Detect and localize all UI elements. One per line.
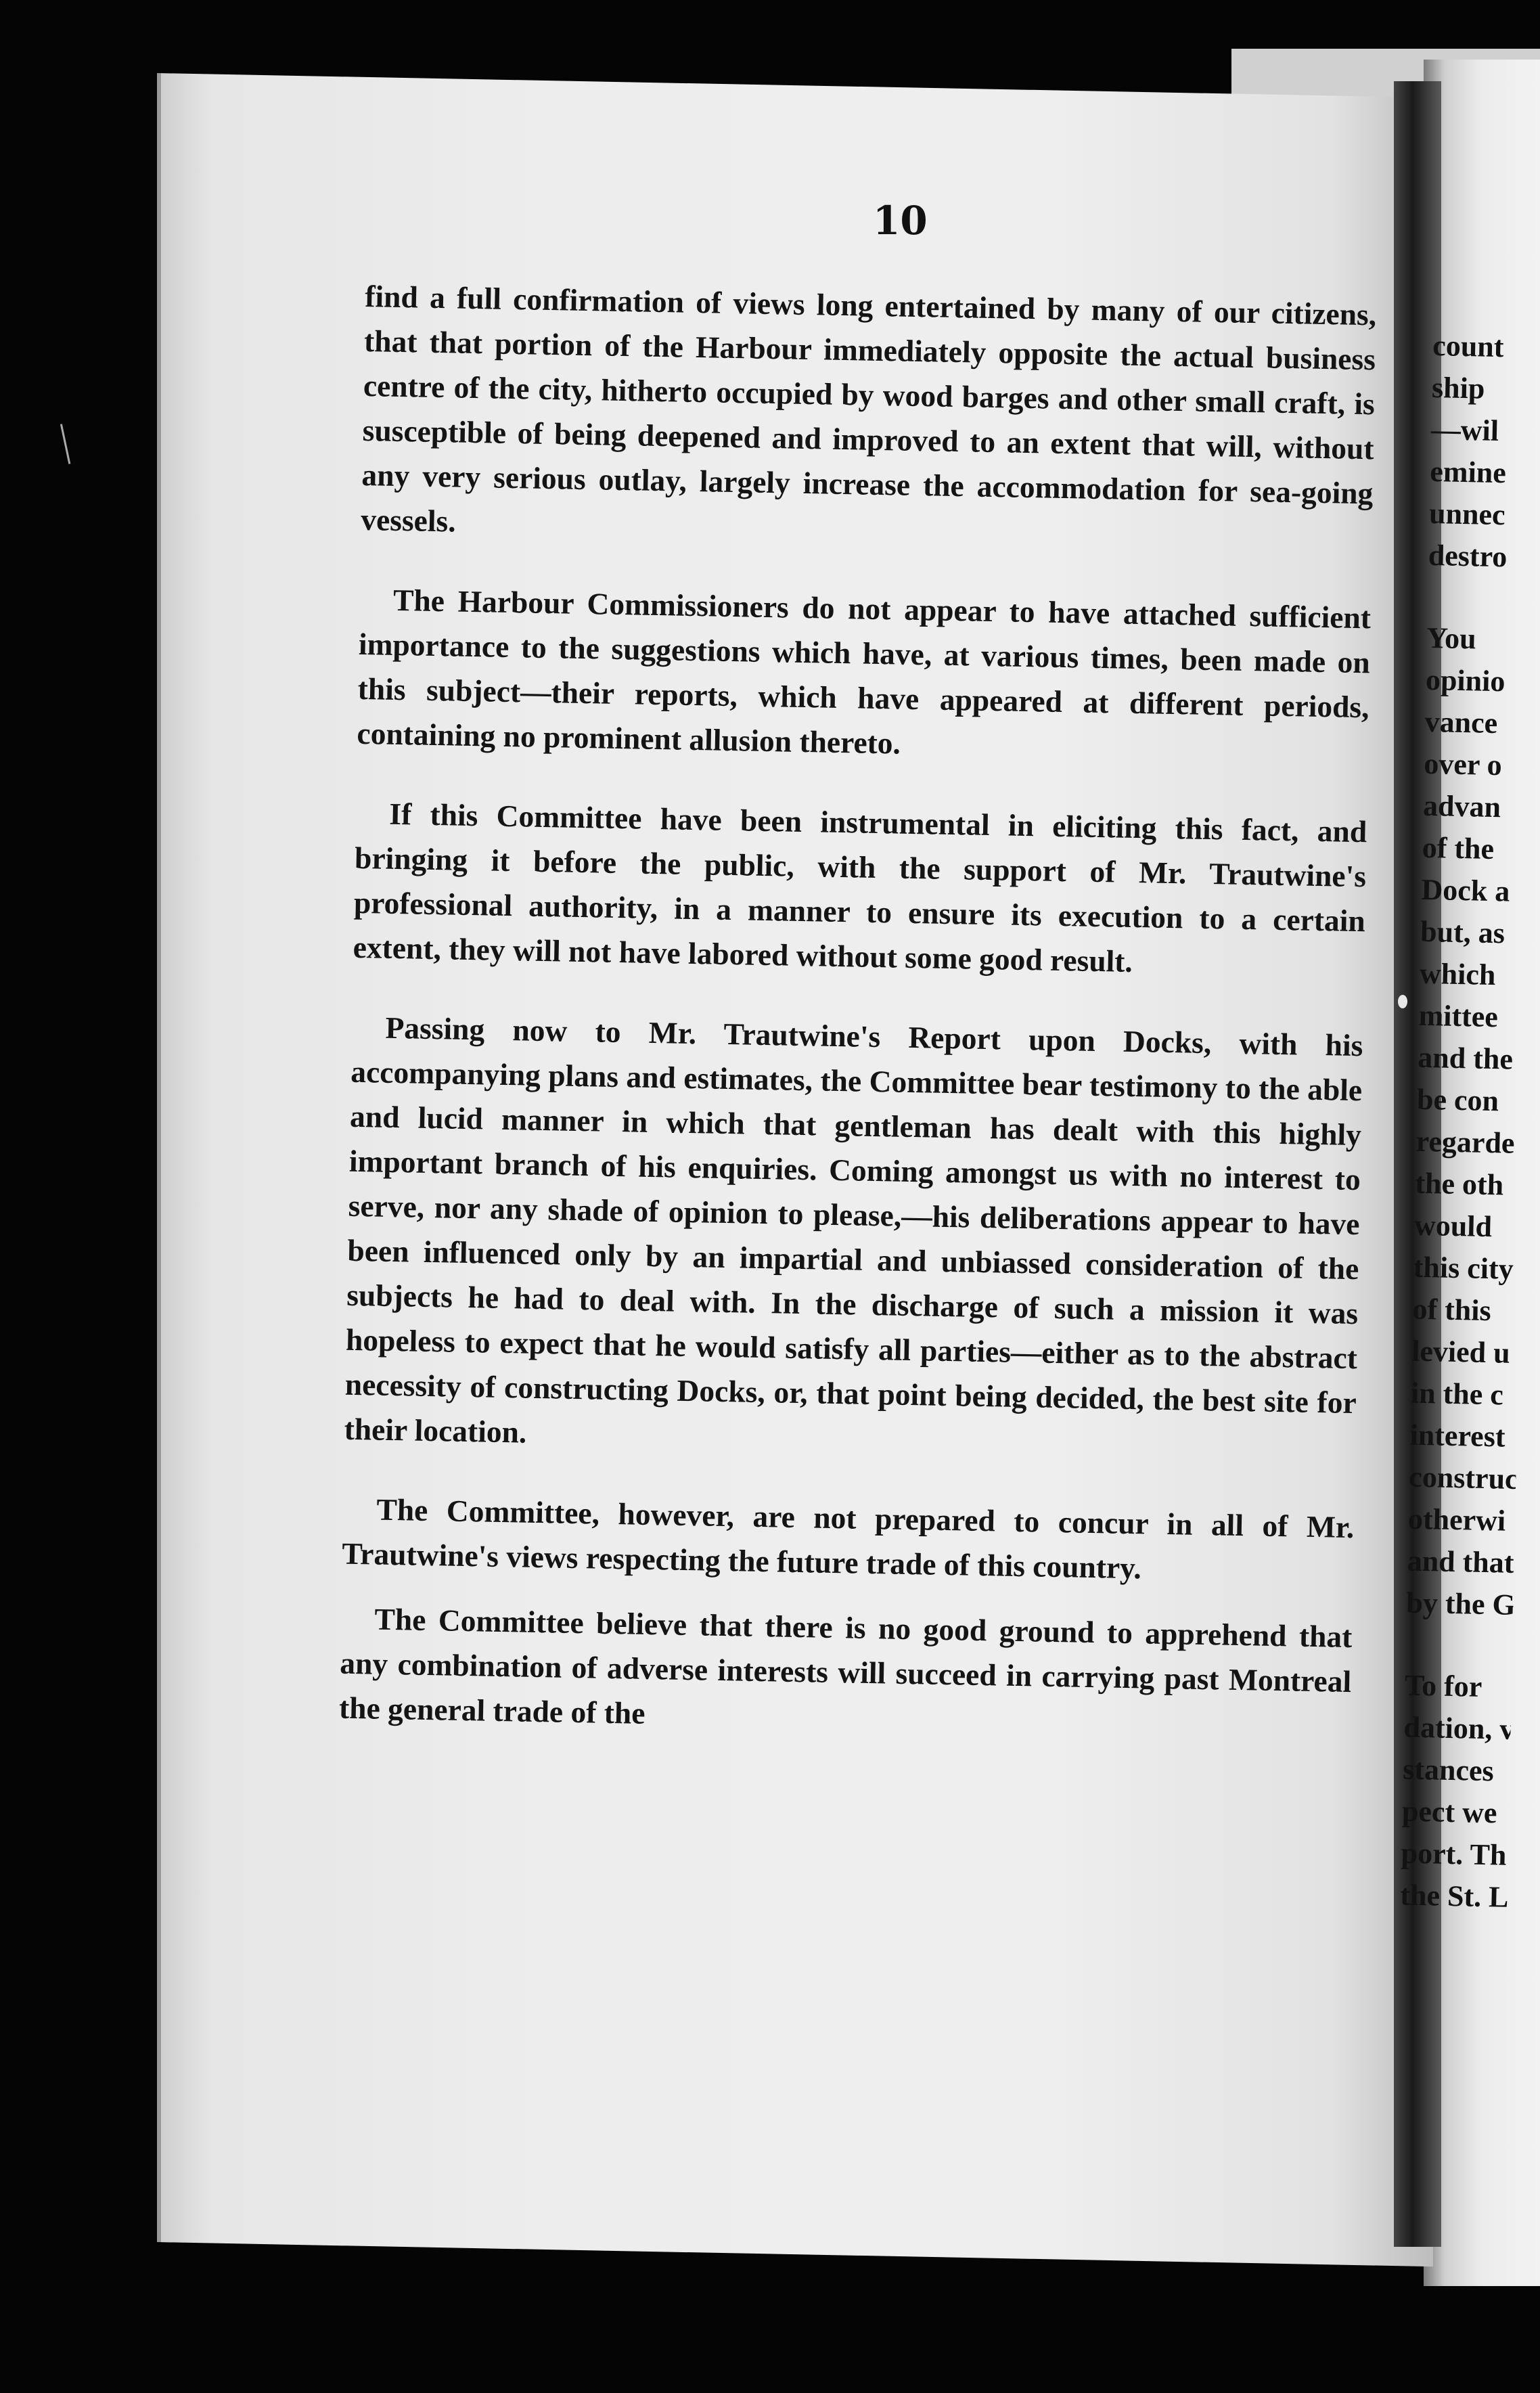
right-page-line: this city <box>1413 1250 1514 1286</box>
right-page-line: pect we <box>1401 1794 1497 1830</box>
right-page-line: opinio <box>1425 663 1505 698</box>
right-page-line: but, as <box>1420 914 1505 950</box>
right-page-line: ship <box>1431 370 1485 405</box>
right-page-line: Dock a <box>1421 872 1510 908</box>
right-page-line: advan <box>1422 788 1501 824</box>
right-page-line: otherwi <box>1407 1502 1506 1538</box>
right-page-line <box>1427 577 1535 619</box>
right-page-line: the oth <box>1414 1166 1504 1202</box>
right-page-line: count <box>1432 328 1504 364</box>
right-page-line: levied u <box>1411 1334 1511 1370</box>
page-text <box>338 274 1377 1784</box>
right-page-line: —wil <box>1430 412 1499 448</box>
paragraph: find a full confirmation of views long entertained by many of our citizens, that that portion of the Harbour immediately opposite the actual business centre of the city, hitherto occupied by wood barges and other small craft, is susceptible of being deepened and improved to an extent that will, without any very serious outlay, largely increase the accommodation for sea-going vessels. <box>360 278 1377 539</box>
right-page-line: the St. L <box>1399 1878 1510 1914</box>
right-page-line: dation, v <box>1403 1710 1515 1746</box>
right-page-line: regarde <box>1416 1124 1516 1160</box>
right-page-line <box>1405 1624 1513 1667</box>
paragraph: The Harbour Commissioners do not appear to have attached sufficient importance to the suggestions which have, at various times, been made on this subject—their reports, which have appeared at different periods, containing no prominent allusion thereto. <box>357 582 1372 761</box>
right-page-line: by the G <box>1405 1586 1516 1622</box>
right-page-line: of the <box>1422 830 1495 866</box>
right-page-line: destro <box>1428 538 1508 574</box>
paragraph: Passing now to Mr. Trautwine's Report upon Docks, with his accompanying plans and estimates, the Committee bear testimony to the able and lucid manner in which that gentleman has dealt with this highly important branch of his enquiries. Coming amongst us with no interest to serve, nor any shade of opinion to please,—his deliberations appear to have been influenced only by an impartial and unbiassed consideration of the subjects he had to deal with. In the discharge of such a mission it was hopeless to expect that he would satisfy all parties—either as to the abstract necessity of constructing Docks, or, that point being decided, the best site for their location. <box>344 1010 1363 1450</box>
right-page-line: You <box>1426 621 1477 656</box>
page-number: 10 <box>873 198 928 244</box>
right-page-line: unnec <box>1428 496 1506 532</box>
right-page-line: interest <box>1409 1418 1506 1454</box>
right-page-line: stances <box>1402 1752 1495 1788</box>
right-page-line: over o <box>1423 746 1503 782</box>
paragraph: The Committee, however, are not prepared to concur in all of Mr. Trautwine's views respecting the future trade of this country. <box>341 1492 1355 1586</box>
paragraph: If this Committee have been instrumental in eliciting this fact, and bringing it before the public, with the support of Mr. Trautwine's professional authority, in a manner to ensure its execution to a certain extent, they will not have labored without some good result. <box>353 796 1367 979</box>
right-page-line: in the c <box>1410 1376 1504 1412</box>
right-page-line: and the <box>1417 1040 1514 1076</box>
right-page-line: vance <box>1424 705 1498 740</box>
right-page-line: which <box>1419 956 1496 992</box>
right-page-line: To for <box>1404 1668 1482 1703</box>
right-page-line: would <box>1413 1208 1493 1244</box>
right-page-line: port. Th <box>1401 1836 1507 1872</box>
right-page-line: and that <box>1407 1544 1514 1580</box>
right-page-line: mittee <box>1418 998 1499 1034</box>
right-page-line: be con <box>1416 1082 1499 1118</box>
right-page-line: of this <box>1412 1292 1492 1328</box>
binding-hole <box>1398 995 1407 1008</box>
right-page-line: construc <box>1408 1460 1519 1496</box>
paragraph: The Committee believe that there is no good ground to apprehend that any combination of adverse interests will succeed in carrying past Montreal the general trade of the <box>338 1601 1353 1730</box>
right-page-line: emine <box>1429 454 1507 490</box>
